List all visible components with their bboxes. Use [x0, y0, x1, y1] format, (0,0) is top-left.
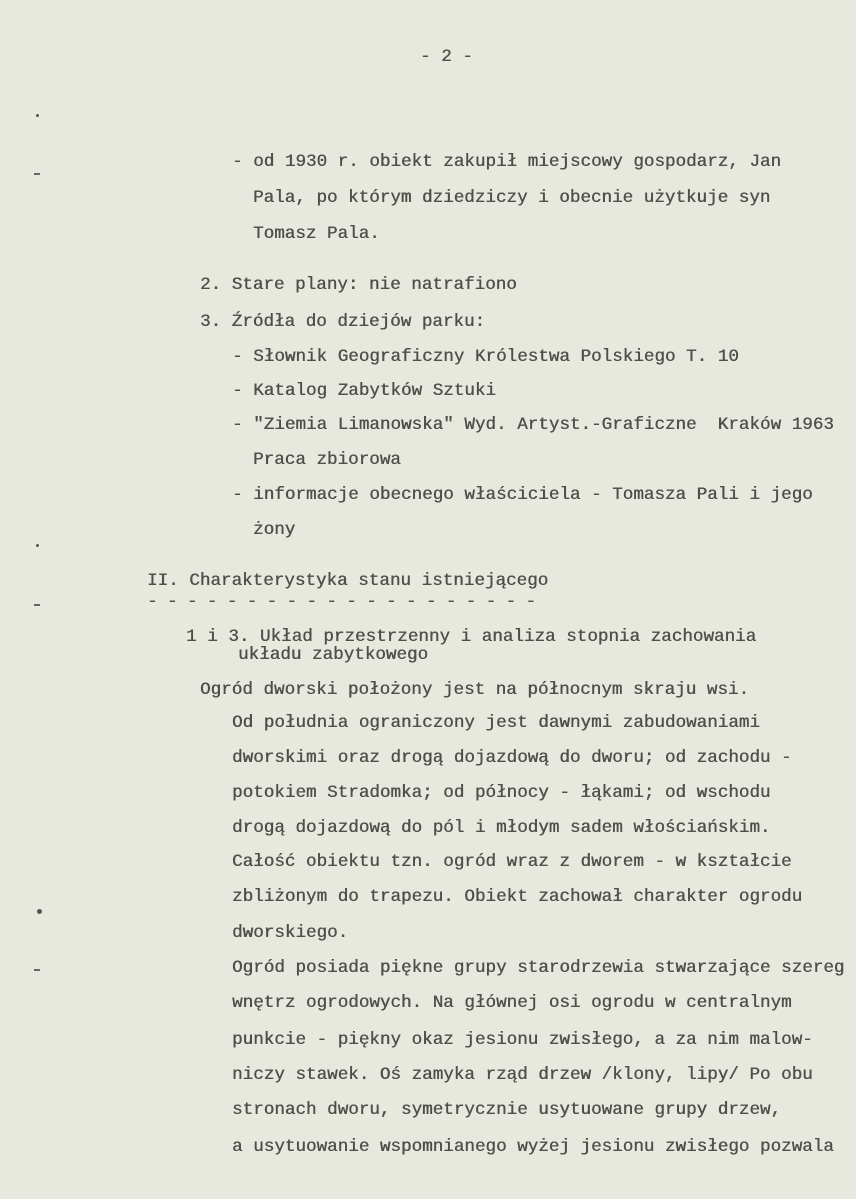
- history-line: Pala, po którym dziedziczy i obecnie użytkuje syn: [253, 188, 771, 208]
- margin-mark: [36, 114, 39, 117]
- paragraph-line: dworskimi oraz drogą dojazdową do dworu; od zachodu -: [232, 748, 792, 768]
- history-line: - od 1930 r. obiekt zakupił miejscowy gospodarz, Jan: [232, 152, 782, 172]
- paragraph-line: punkcie - piękny okaz jesionu zwisłego, a za nim malow-: [232, 1030, 813, 1050]
- page-number: - 2 -: [420, 47, 473, 67]
- paragraph-line: Ogród dworski położony jest na północnym skraju wsi.: [200, 680, 750, 700]
- margin-mark: [34, 604, 40, 606]
- margin-mark: [34, 969, 40, 971]
- paragraph-line: Ogród posiada piękne grupy starodrzewia stwarzające szereg: [232, 958, 845, 978]
- paragraph-line: a usytuowanie wspomnianego wyżej jesionu zwisłego pozwala: [232, 1137, 834, 1157]
- source-item: - Słownik Geograficzny Królestwa Polskiego T. 10: [232, 347, 739, 367]
- history-line: Tomasz Pala.: [253, 224, 380, 244]
- source-item: żony: [253, 520, 296, 540]
- paragraph-line: niczy stawek. Oś zamyka rząd drzew /klony, lipy/ Po obu: [232, 1065, 813, 1085]
- paragraph-line: zbliżonym do trapezu. Obiekt zachował charakter ogrodu: [232, 887, 803, 907]
- paragraph-line: wnętrz ogrodowych. Na głównej osi ogrodu w centralnym: [232, 993, 792, 1013]
- paragraph-line: Od południa ograniczony jest dawnymi zabudowaniami: [232, 713, 760, 733]
- section-underline: - - - - - - - - - - - - - - - - - - - -: [147, 592, 536, 612]
- source-item: - "Ziemia Limanowska" Wyd. Artyst.-Graficzne Kraków 1963: [232, 415, 834, 435]
- margin-mark: [34, 173, 40, 175]
- section-heading: II. Charakterystyka stanu istniejącego: [147, 571, 549, 591]
- margin-mark: [36, 544, 39, 547]
- paragraph-line: potokiem Stradomka; od północy - łąkami; od wschodu: [232, 783, 771, 803]
- subsection-heading: układu zabytkowego: [238, 645, 429, 665]
- item-2: 2. Stare plany: nie natrafiono: [200, 275, 517, 295]
- paragraph-line: drogą dojazdową do pól i młodym sadem włościańskim.: [232, 818, 771, 838]
- source-item: Praca zbiorowa: [253, 450, 401, 470]
- paragraph-line: Całość obiektu tzn. ogród wraz z dworem - w kształcie: [232, 852, 792, 872]
- margin-mark: [37, 909, 42, 914]
- paragraph-line: stronach dworu, symetrycznie usytuowane grupy drzew,: [232, 1100, 782, 1120]
- item-3: 3. Źródła do dziejów parku:: [200, 312, 486, 332]
- paragraph-line: dworskiego.: [232, 923, 349, 943]
- subsection-heading: 1 i 3. Układ przestrzenny i analiza stopnia zachowania: [186, 627, 757, 647]
- source-item: - informacje obecnego właściciela - Tomasza Pali i jego: [232, 485, 813, 505]
- source-item: - Katalog Zabytków Sztuki: [232, 381, 496, 401]
